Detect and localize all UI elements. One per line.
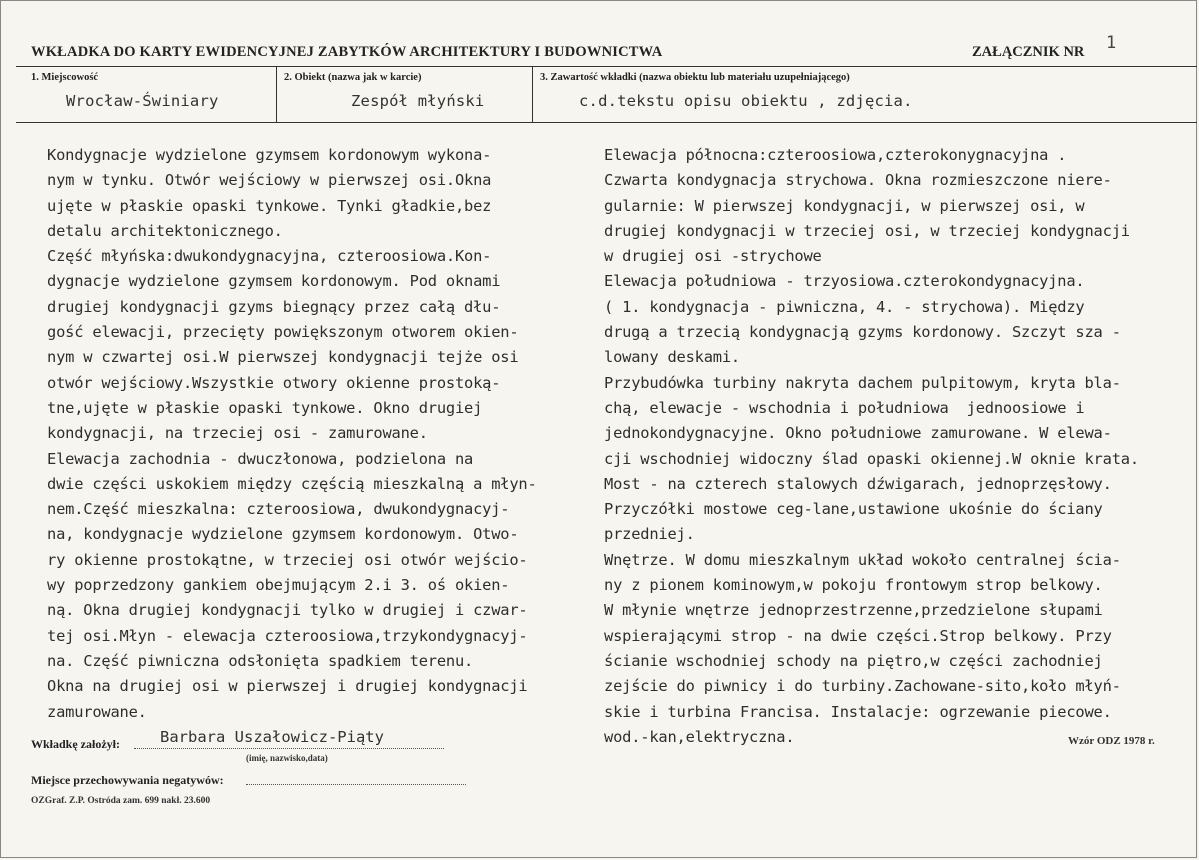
text-line: zejście do piwnicy i do turbiny.Zachowane-sito,koło młyń- <box>604 677 1121 696</box>
text-line: dygnacje wydzielone gzymsem kordonowym. Pod oknami <box>47 272 501 291</box>
text-line: skie i turbina Francisa. Instalacje: ogrzewanie piecowe. <box>604 702 1112 721</box>
text-line: jednokondygnacyjne. Okno południowe zamurowane. W elewa- <box>604 424 1112 443</box>
text-line: ( 1. kondygnacja - piwniczna, 4. - strychowa). Między <box>604 297 1085 316</box>
object-value: Zespół młyński <box>351 92 485 110</box>
header-top-rule <box>16 66 1197 67</box>
text-line: wspierającymi strop - na dwie części.Strop belkowy. Przy <box>604 626 1112 645</box>
text-line: nym w tynku. Otwór wejściowy w pierwszej osi.Okna <box>47 171 492 190</box>
attachment-label: ZAŁĄCZNIK NR <box>972 44 1085 60</box>
pattern-line: Wzór ODZ 1978 r. <box>1068 735 1155 747</box>
text-line: detalu architektonicznego. <box>47 221 283 240</box>
text-line: na, kondygnacje wydzielone gzymsem kordonowym. Otwo- <box>47 525 519 544</box>
text-line: nem.Część mieszkalna: czteroosiowa, dwukondygnacyj- <box>47 500 510 519</box>
text-line: wy poprzedzony gankiem obejmującym 2.i 3. oś okien- <box>47 576 510 595</box>
text-line: Przybudówka turbiny nakryta dachem pulpitowym, kryta bla- <box>604 373 1121 392</box>
text-line: chą, elewacje - wschodnia i południowa jednoosiowe i <box>604 398 1085 417</box>
text-line: drugiej kondygnacji gzyms biegnący przez całą dłu- <box>47 297 501 316</box>
text-line: Okna na drugiej osi w pierwszej i drugiej kondygnacji <box>47 677 528 696</box>
compiler-hint: (imię, nazwisko,data) <box>246 753 328 763</box>
text-line: cji wschodniej widoczny ślad opaski okiennej.W oknie krata. <box>604 449 1139 468</box>
text-line: tej osi.Młyn - elewacja czteroosiowa,trzykondygnacyj- <box>47 626 528 645</box>
printer-line: OZGraf. Z.P. Ostróda zam. 699 nakł. 23.600 <box>31 796 211 806</box>
text-line: drugą a trzecią kondygnacją gzyms kordonowy. Szczyt sza - <box>604 323 1121 342</box>
storage-dotted-line <box>246 784 466 785</box>
description-right-column <box>604 143 1194 750</box>
header-divider-2 <box>532 66 533 123</box>
text-line: kondygnacji, na trzeciej osi - zamurowane. <box>47 424 428 443</box>
compiler-label: Wkładkę założył: <box>31 737 120 751</box>
text-line: gularnie: W pierwszej kondygnacji, w pierwszej osi, w <box>604 196 1085 215</box>
text-line: tne,ujęte w płaskie opaski tynkowe. Okno drugiej <box>47 398 483 417</box>
text-line: lowany deskami. <box>604 348 740 367</box>
text-line: w drugiej osi -strychowe <box>604 247 822 266</box>
text-line: Elewacja południowa - trzyosiowa.czterokondygnacyjna. <box>604 272 1085 291</box>
form-title: WKŁADKA DO KARTY EWIDENCYJNEJ ZABYTKÓW ARCHITEKTURY I BUDOWNICTWA <box>31 44 663 60</box>
text-line: zamurowane. <box>47 702 147 721</box>
header-bottom-rule <box>16 122 1197 123</box>
text-line: drugiej kondygnacji w trzeciej osi, w trzeciej kondygnacji <box>604 221 1130 240</box>
text-line: Czwarta kondygnacja strychowa. Okna rozmieszczone niere- <box>604 171 1112 190</box>
text-line: gość elewacji, przecięty powiększonym otworem okien- <box>47 323 519 342</box>
text-line: ną. Okna drugiej kondygnacji tylko w drugiej i czwar- <box>47 601 528 620</box>
text-line: Elewacja północna:czteroosiowa,czterokonygnacyjna . <box>604 146 1067 164</box>
text-line: nym w czwartej osi.W pierwszej kondygnacji tejże osi <box>47 348 519 367</box>
compiler-value: Barbara Uszałowicz-Piąty <box>160 728 384 746</box>
text-line: Przyczółki mostowe ceg-lane,ustawione ukośnie do ściany <box>604 500 1103 519</box>
text-line: Elewacja zachodnia - dwuczłonowa, podzielona na <box>47 449 474 468</box>
object-label: 2. Obiekt (nazwa jak w karcie) <box>284 72 422 83</box>
attachment-number: 1 <box>1106 33 1117 53</box>
text-line: ny z pionem kominowym,w pokoju frontowym strop belkowy. <box>604 576 1103 595</box>
text-line: ścianie wschodniej schody na piętro,w części zachodniej <box>604 651 1103 670</box>
description-left-column <box>47 143 592 725</box>
header-divider-1 <box>276 66 277 123</box>
text-line: przedniej. <box>604 525 695 544</box>
text-line: Most - na czterech stalowych dźwigarach, jednoprzęsłowy. <box>604 474 1112 493</box>
text-line: Część młyńska:dwukondygnacyjna, czteroosiowa.Kon- <box>47 247 492 266</box>
locality-label: 1. Miejscowość <box>31 72 99 83</box>
text-line: otwór wejściowy.Wszystkie otwory okienne prostoką- <box>47 373 501 392</box>
text-line: na. Część piwniczna odsłonięta spadkiem terenu. <box>47 651 474 670</box>
text-line: Wnętrze. W domu mieszkalnym układ wokoło centralnej ścia- <box>604 550 1121 569</box>
text-line: Kondygnacje wydzielone gzymsem kordonowym wykona- <box>47 146 492 164</box>
content-label: 3. Zawartość wkładki (nazwa obiektu lub materiału uzupełniającego) <box>540 72 850 83</box>
storage-label: Miejsce przechowywania negatywów: <box>31 773 224 787</box>
locality-value: Wrocław-Świniary <box>66 92 219 110</box>
text-line: W młynie wnętrze jednoprzestrzenne,przedzielone słupami <box>604 601 1103 620</box>
content-value: c.d.tekstu opisu obiektu , zdjęcia. <box>579 92 913 110</box>
text-line: ry okienne prostokątne, w trzeciej osi otwór wejścio- <box>47 550 528 569</box>
text-line: ujęte w płaskie opaski tynkowe. Tynki gładkie,bez <box>47 196 492 215</box>
text-line: dwie części uskokiem między częścią mieszkalną a młyn- <box>47 474 537 493</box>
compiler-dotted-line <box>134 748 444 749</box>
text-line: wod.-kan,elektryczna. <box>604 727 795 746</box>
